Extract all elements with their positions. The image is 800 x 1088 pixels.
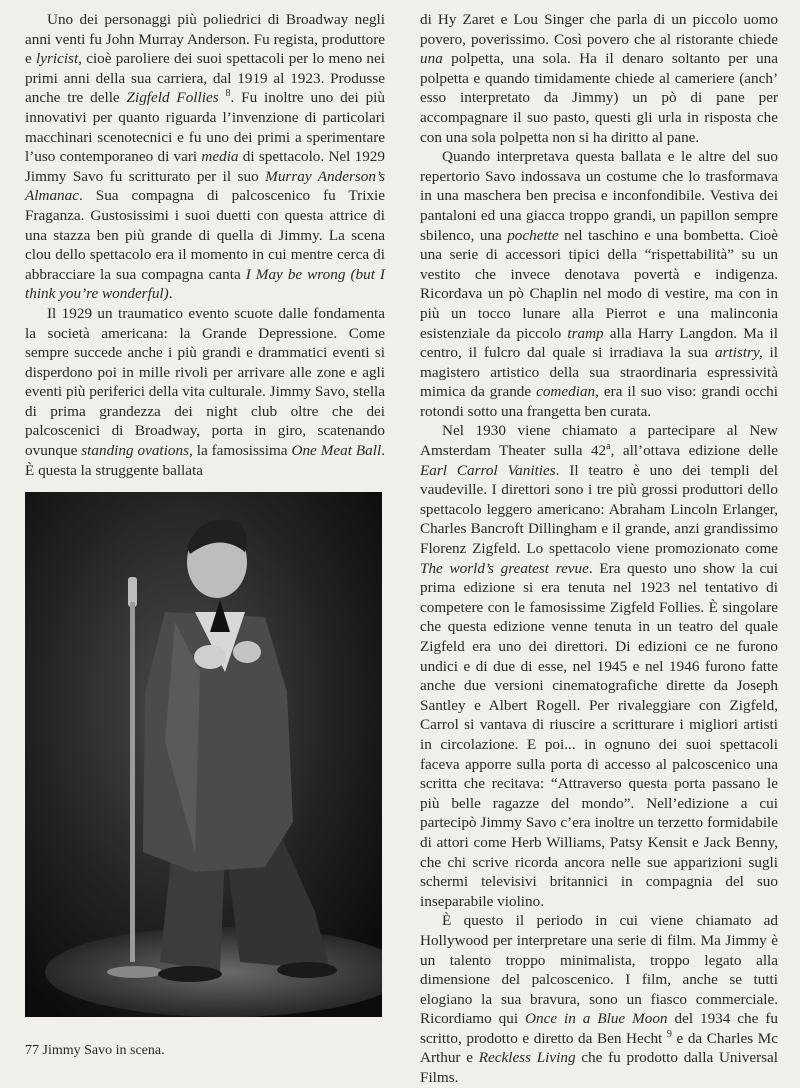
- text-run: . Fu inoltre uno dei più innovativi per quanto riguarda l’invenzione di particolari macchinari scenotecnici e fu uno dei primi a sperimentare l’uso contemporaneo di vari: [25, 89, 385, 166]
- paragraph: [420, 147, 778, 421]
- text-run: del 1934 che fu scritto, prodotto e diretto da Ben Hecht: [420, 1010, 778, 1047]
- text-run: Il 1929 un traumatico evento scuote dalle fondamenta la società americana: la Grande Depressione. Come sempre succede anche i più grandi e drammatici eventi si disperdono poi in mille rivoli per arrivare alle zone e agli eventi più periferici della vita culturale. Jimmy Savo, stella di prima grandezza dei night club oltre che dei palcoscenici di Broadway, porta in giro, scatenando ovunque: [25, 304, 385, 460]
- text-run: di spettacolo. Nel 1929 Jimmy Savo fu scritturato per il suo: [25, 148, 385, 185]
- italic-text: tramp: [567, 324, 604, 342]
- text-run: , all’ottava edizione delle: [610, 442, 778, 460]
- text-run: di Hy Zaret e Lou Singer che parla di un piccolo uomo povero, poverissimo. Così povero che al ristorante chiede: [420, 11, 778, 48]
- italic-text: Earl Carrol Vanities: [420, 461, 556, 479]
- italic-text: Reckless Living: [478, 1049, 576, 1067]
- text-run: .: [168, 285, 173, 303]
- stage-performer-photo-icon: [25, 492, 382, 1017]
- italic-text: One Meat Ball: [291, 442, 382, 460]
- text-run: alla Harry Langdon. Ma il centro, il fulcro dal quale si irradiava la sua: [420, 324, 778, 362]
- text-run: la famosissima: [192, 442, 292, 460]
- footnote-ref: a: [606, 441, 611, 452]
- italic-text: standing ovations,: [81, 442, 193, 460]
- italic-text: I May be wrong (but I think you’re wonderful): [25, 265, 385, 303]
- paragraph: [420, 911, 778, 1087]
- italic-text: artistry,: [714, 344, 763, 362]
- paragraph: [420, 421, 778, 911]
- italic-text: media: [201, 148, 239, 166]
- right-column: [420, 10, 778, 1088]
- text-run: che fu prodotto dalla Universal Films.: [420, 1049, 778, 1087]
- text-run: . È questa la struggente ballata: [25, 442, 385, 479]
- italic-text: The world’s greatest revue: [420, 559, 589, 577]
- text-run: . Il teatro è uno dei templi del vaudeville. I direttori sono i tre più grossi produttori dello spettacolo leggero americano: Abraham Lincoln Erlanger, Charles Bancroft Dillingham e il grande, anzi grandissimo Florenz Zigfeld. Lo spettacolo viene promozionato come: [420, 461, 778, 558]
- text-run: e da Charles Mc Arthur e: [420, 1029, 779, 1067]
- left-column: [25, 10, 385, 480]
- italic-text: Zigfeld Follies: [126, 89, 219, 107]
- footnote-ref: 9: [666, 1028, 672, 1040]
- text-run: È questo il periodo in cui viene chiamato ad Hollywood per interpretare una serie di film. Ma Jimmy è un talento troppo minimalista, troppo legato alla dimensione del palcoscenico. I film, anche se tutti elogiano la sua bravura, sono un fiasco commerciale. Ricordiamo qui: [420, 912, 778, 1028]
- paragraph: [25, 304, 385, 480]
- text-run: , era il suo viso: grandi occhi rotondi sotto una frangetta ben curata.: [420, 383, 778, 420]
- italic-text: Murray Anderson’s Almanac: [25, 167, 385, 205]
- text-run: . Era questo uno show la cui prima edizione si era tenuta nel 1923 nel tentativo di competere con le famosissime Zigfeld Follies. È singolare che questa edizione venne tenuta in un teatro del quale Zigfeld era uno dei direttori. Di edizioni ce ne furono undici e di due di esse, nel 1945 e nel 1946 furono fatte anche due versioni cinematografiche dirette da Joseph Santley e Albert Rogell. Per rivaleggiare con Zigfeld, Carrol si vantava di riuscire a scritturare i migliori artisti in circolazione. E poi... in ognuno dei suoi spettacoli faceva apporre sulla porta di accesso al palcoscenico una scritta che recitava: “Attraverso questa porta passano le più belle ragazze del mondo”. Nell’edizione a cui partecipò Jimmy Savo c’era inoltre un terzetto formidabile di attori come Herb Williams, Patsy Kensit e Jack Benny, che chi scrive ricorda ancora nelle sue apparizioni sugli schermi televisivi britannici in compagnia del suo inseparabile violino.: [420, 559, 779, 910]
- footnote-ref: 8: [225, 88, 231, 100]
- text-run: Uno dei personaggi più poliedrici di Broadway negli anni venti fu John Murray Anderson. Fu regista, produttore e: [25, 11, 385, 68]
- paragraph: [420, 10, 778, 147]
- italic-text: una: [420, 50, 443, 68]
- paragraph: [25, 10, 385, 304]
- italic-text: comedian: [536, 383, 596, 401]
- italic-text: pochette: [507, 226, 559, 244]
- text-run: Nel 1930 viene chiamato a partecipare al New Amsterdam Theater sulla 42: [420, 422, 778, 460]
- text-run: Quando interpretava questa ballata e le altre del suo repertorio Savo indossava un costume che lo trasformava in una maschera ben precisa e inconfondibile. Vestiva dei pantaloni ed una giacca troppo grandi, un papillon sempre sbilenco, una: [420, 148, 778, 244]
- text-run: , cioè paroliere dei suoi spettacoli per lo meno nei primi anni della sua carriera, dal 1919 al 1923. Produsse anche tre delle: [25, 50, 385, 107]
- italic-text: Once in a Blue Moon: [525, 1010, 668, 1028]
- italic-text: lyricist: [35, 50, 79, 68]
- text-run: polpetta, una sola. Ha il denaro soltanto per una polpetta e quando timidamente chiede al cameriere (anch’ esso interpretato da Jimmy) un pò di pane per accompagnare il suo pasto, questi gli urla in risposta che con una sola polpetta non si ha diritto al pane.: [420, 50, 778, 146]
- text-run: nel taschino e una bombetta. Cioè una serie di accessori tipici della “rispettabilità” su un vestito che invece denotava povertà e indigenza. Ricordava un pò Chaplin nel modo di vestire, ma con in più un tocco lunare alla Pierrot e una malinconia esistenziale da piccolo: [420, 226, 778, 342]
- figure-caption: 77 Jimmy Savo in scena.: [25, 1043, 165, 1058]
- text-run: il magistero artistico della sua straordinaria espressività mimica da grande: [420, 344, 778, 401]
- text-run: . Sua compagna di palcoscenico fu Trixie Fraganza. Gustosissimi i suoi duetti con questa attrice di una stazza ben più grande di quella di Jimmy. La scena clou dello spettacolo era il momento in cui mentre cerca di abbracciare la sua compagna canta: [25, 187, 385, 283]
